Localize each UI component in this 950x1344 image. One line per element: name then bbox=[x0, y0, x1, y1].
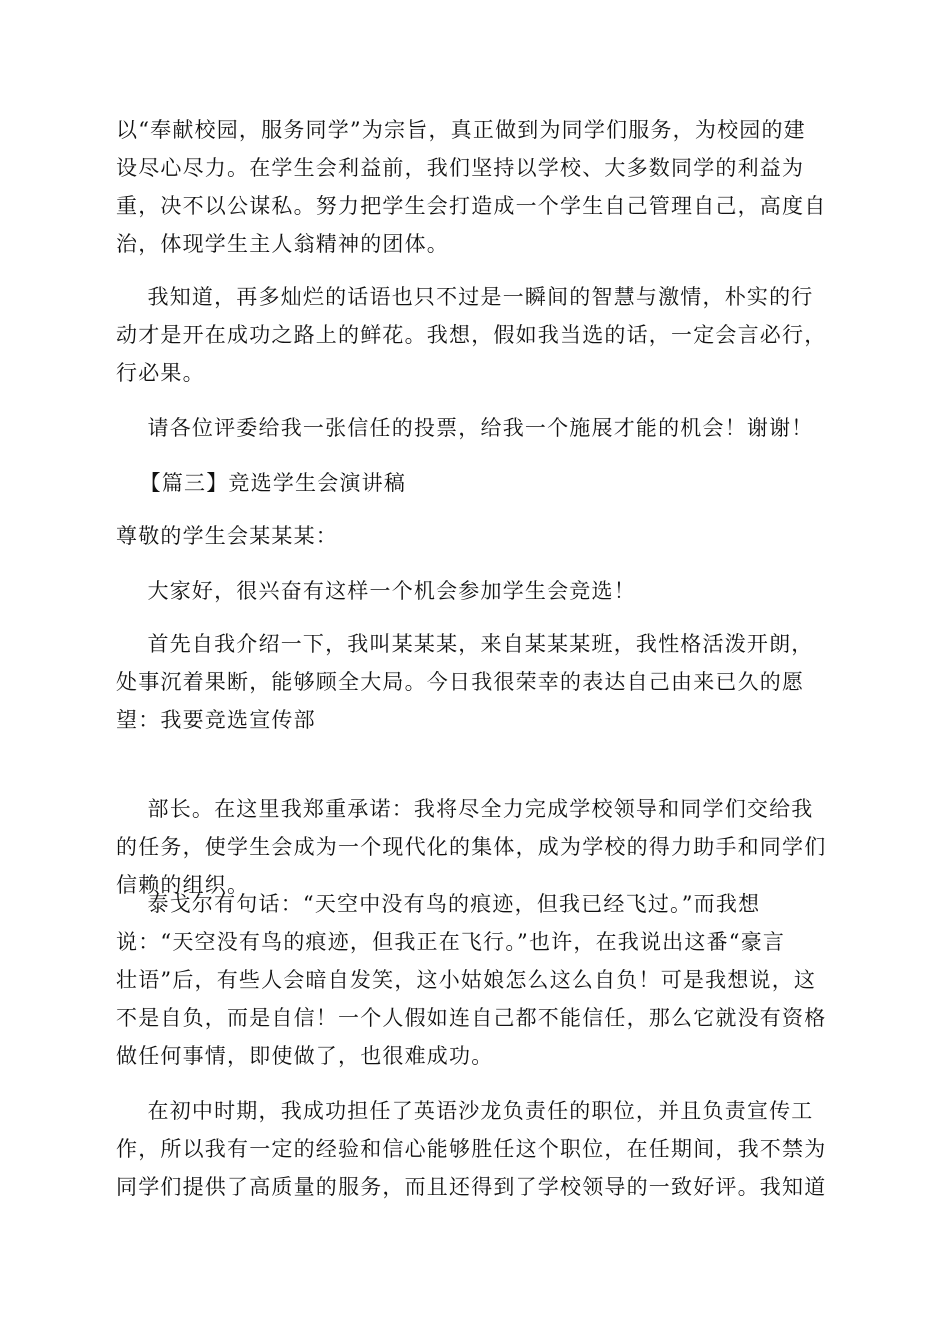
paragraph-1: 以“奉献校园，服务同学”为宗旨，真正做到为同学们服务，为校园的建 设尽心尽力。在学生会利益前，我们坚持以学校、大多数同学的利益为 重，决不以公谋私。努力把学生会打造成一个学生自己管理自己，高度自 治，体现学生主人翁精神的团体。 bbox=[116, 118, 827, 256]
section-heading: 【篇三】竞选学生会演讲稿 bbox=[116, 471, 407, 495]
salutation: 尊敬的学生会某某某： bbox=[116, 524, 338, 548]
paragraph-greeting: 大家好，很兴奋有这样一个机会参加学生会竞选！ bbox=[116, 579, 636, 603]
paragraph-3: 请各位评委给我一张信任的投票，给我一个施展才能的机会！谢谢！ bbox=[116, 416, 814, 440]
paragraph-2: 我知道，再多灿烂的话语也只不过是一瞬间的智慧与激情，朴实的行 动才是开在成功之路上的鲜花。我想，假如我当选的话，一定会言必行， 行必果。 bbox=[116, 285, 827, 385]
paragraph-experience: 在初中时期，我成功担任了英语沙龙负责任的职位，并且负责宣传工 作，所以我有一定的经验和信心能够胜任这个职位，在任期间，我不禁为 同学们提供了高质量的服务，而且还得到了学校领导的一致好评。我知道 bbox=[116, 1099, 827, 1199]
paragraph-quote: 泰戈尔有句话：“天空中没有鸟的痕迹，但我已经飞过。”而我想 说：“天空没有鸟的痕迹，但我正在飞行。”也许，在我说出这番“豪言 壮语”后，有些人会暗自发笑，这小姑娘怎么这么自负！可是我想说，这 不是自负，而是自信！一个人假如连自己都不能信任，那么它就没有资格 做任何事情，即使做了，也很难成功。 bbox=[116, 892, 827, 1068]
paragraph-introduction: 首先自我介绍一下，我叫某某某，来自某某某班，我性格活泼开朗， 处事沉着果断，能够顾全大局。今日我很荣幸的表达自己由来已久的愿 望：我要竞选宣传部 bbox=[116, 632, 814, 732]
paragraph-promise: 部长。在这里我郑重承诺：我将尽全力完成学校领导和同学们交给我 的任务，使学生会成为一个现代化的集体，成为学校的得力助手和同学们 信赖的组织。 bbox=[116, 797, 827, 897]
